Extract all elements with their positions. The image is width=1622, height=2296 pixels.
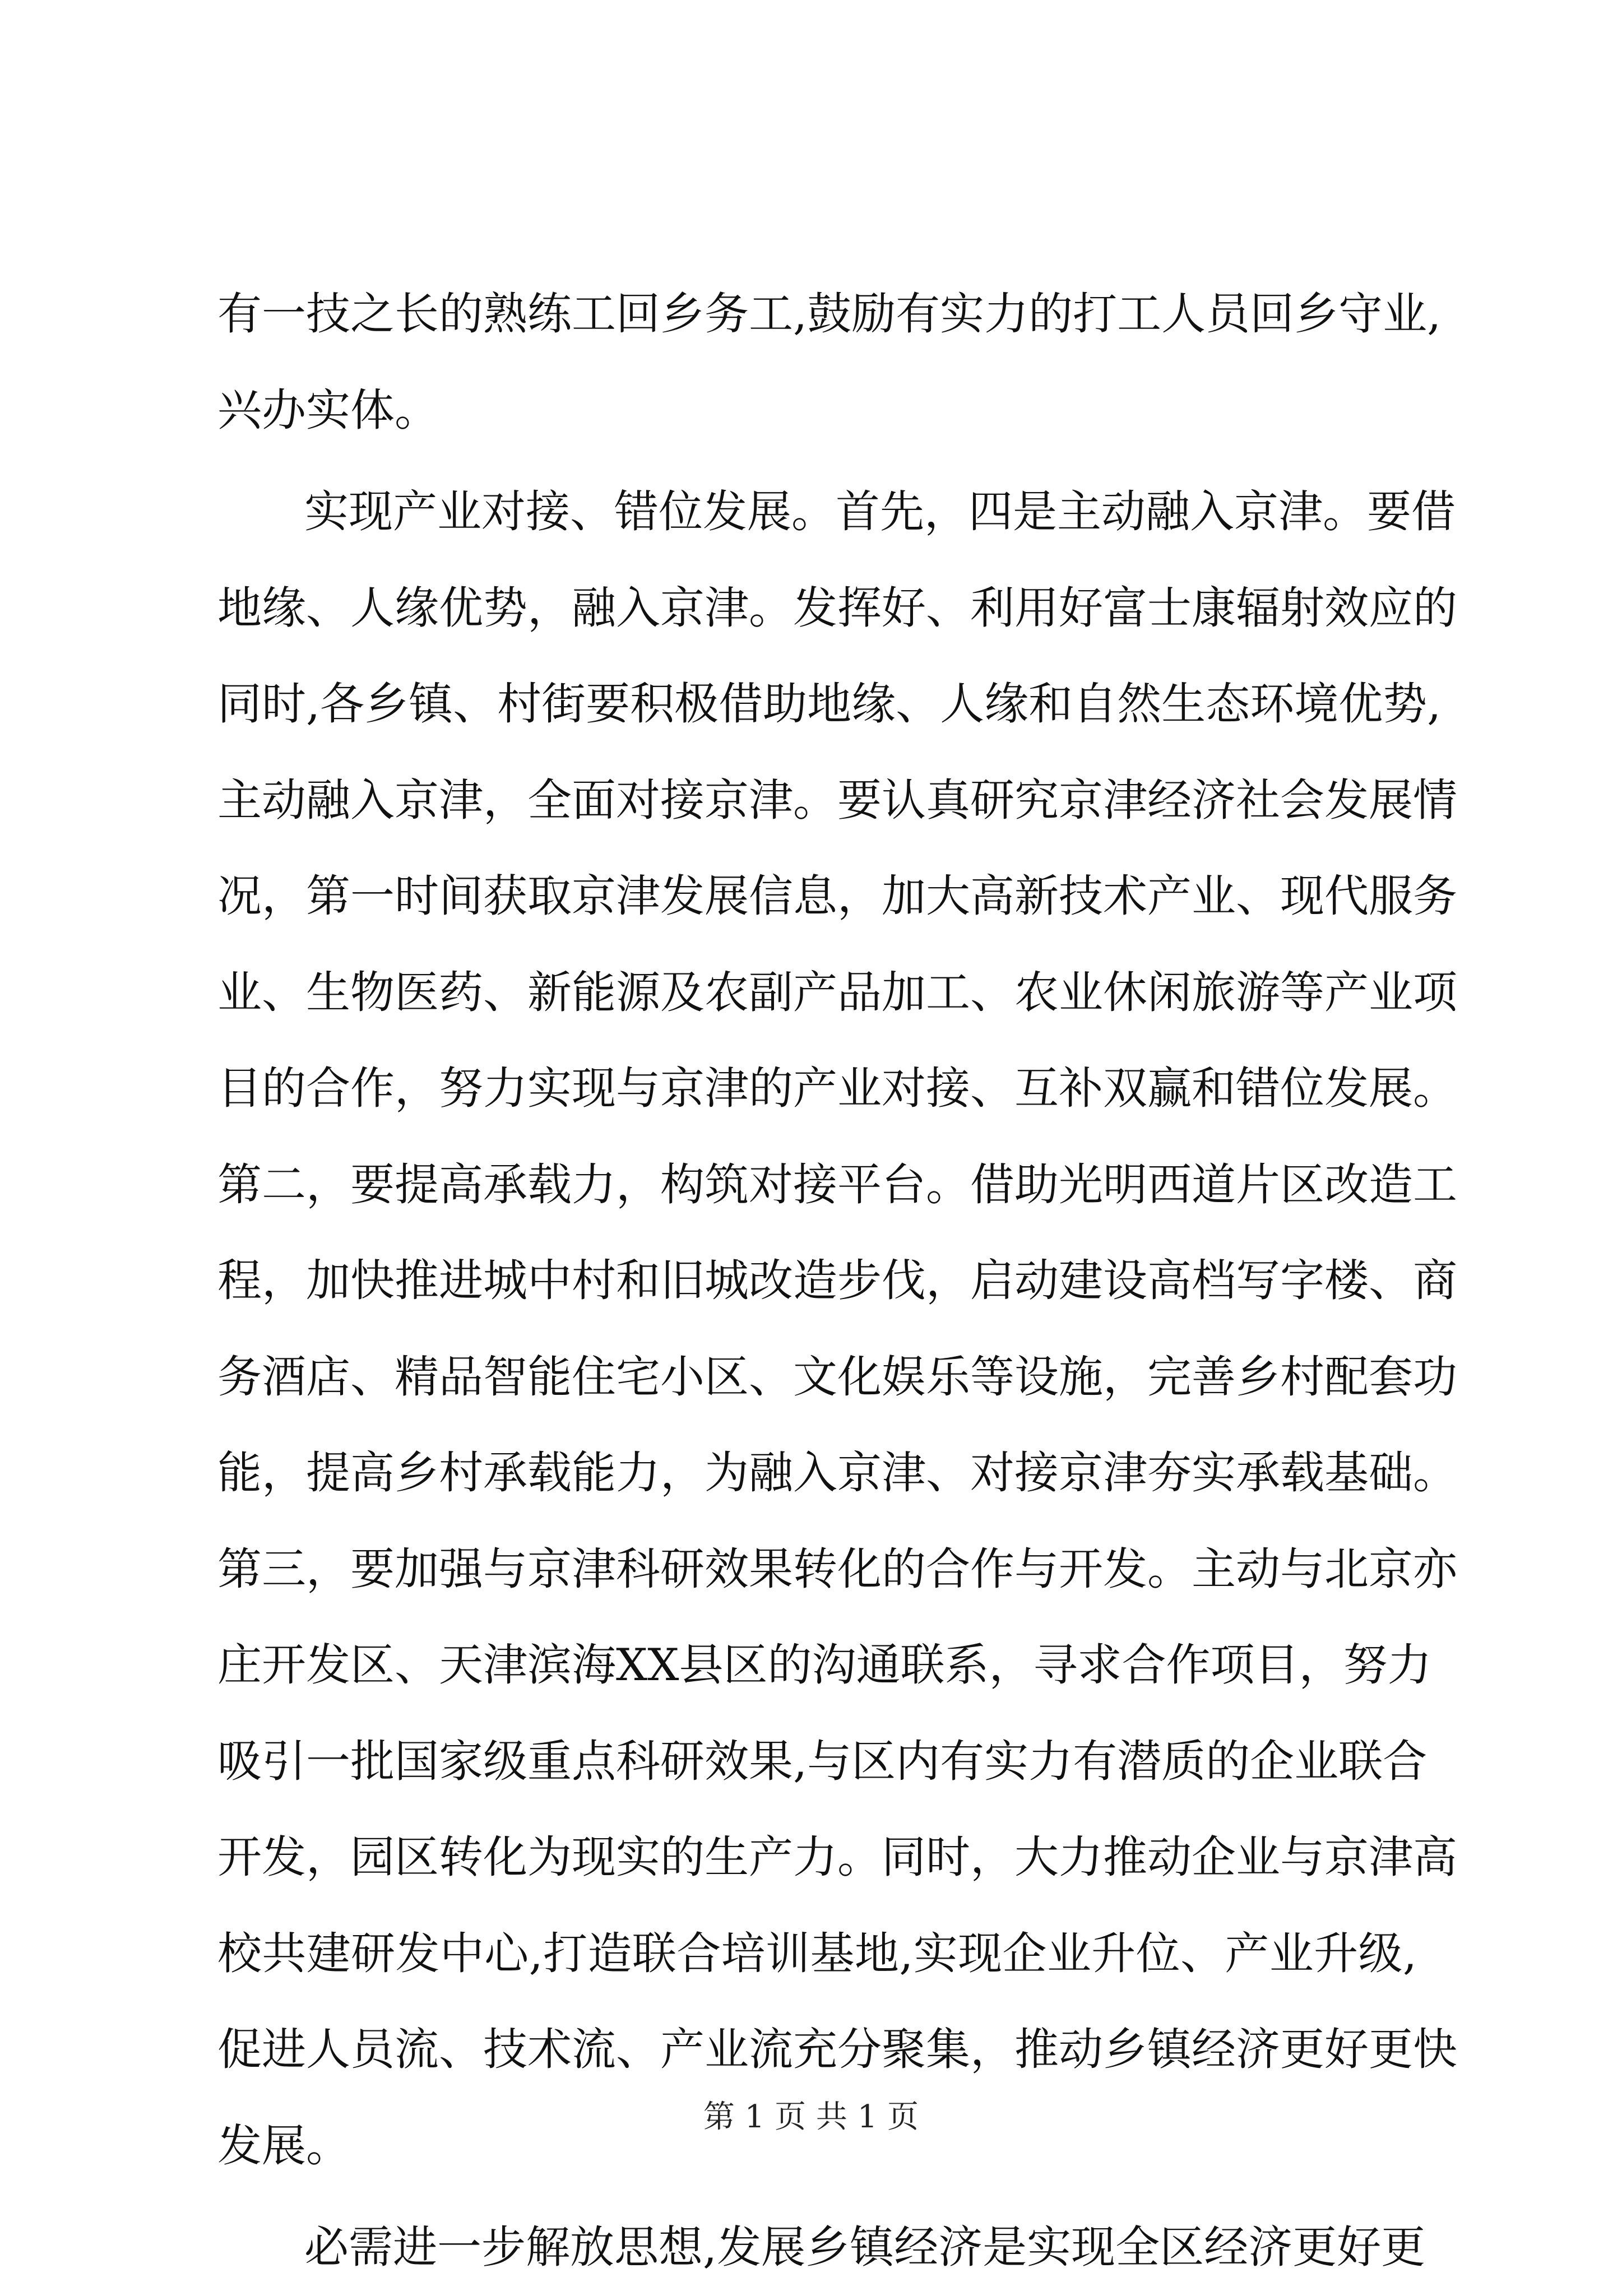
text-line: 目的合作，努力实现与京津的产业对接、互补双赢和错位发展。: [217, 1063, 1457, 1114]
text-line: 地缘、人缘优势，融入京津。发挥好、利用好富士康辐射效应的: [217, 582, 1457, 634]
text-line: 校共建研发中心,打造联合培训基地,实现企业升位、产业升级,: [217, 1927, 1417, 1979]
text-line: 程，加快推进城中村和旧城改造步伐，启动建设高档写字楼、商: [217, 1255, 1457, 1306]
page-footer: 第 1 页 共 1 页: [703, 2099, 919, 2135]
text-line: 有一技之长的熟练工回乡务工,鼓励有实力的打工人员回乡守业,: [217, 288, 1442, 340]
text-line: 况，第一时间获取京津发展信息，加大高新技术产业、现代服务: [217, 870, 1457, 922]
paragraph-start-line: 实现产业对接、错位发展。首先，四是主动融入京津。要借: [304, 486, 1456, 537]
text-line: 业、生物医药、新能源及农副产品加工、农业休闲旅游等产业项: [217, 966, 1457, 1018]
text-line: 开发，园区转化为现实的生产力。同时，大力推动企业与京津高: [217, 1831, 1457, 1883]
text-line: 发展。: [217, 2119, 350, 2172]
text-line: 兴办实体。: [217, 384, 439, 436]
text-line: 主动融入京津，全面对接京津。要认真研究京津经济社会发展情: [217, 774, 1457, 826]
text-line: 第三，要加强与京津科研效果转化的合作与开发。主动与北京亦: [217, 1543, 1457, 1595]
text-line: 庄开发区、天津滨海XX县区的沟通联系，寻求合作项目，努力: [217, 1639, 1432, 1691]
paragraph-start-line: 必需进一步解放思想,发展乡镇经济是实现全区经济更好更: [304, 2221, 1426, 2273]
document-body: [217, 266, 1457, 2296]
text-line: 促进人员流、技术流、产业流充分聚集，推动乡镇经济更好更快: [217, 2024, 1457, 2075]
text-line: 同时,各乡镇、村街要积极借助地缘、人缘和自然生态环境优势,: [217, 678, 1442, 730]
text-line: 第二，要提高承载力，构筑对接平台。借助光明西道片区改造工: [217, 1158, 1457, 1210]
text-line: 吸引一批国家级重点科研效果,与区内有实力有潜质的企业联合: [217, 1735, 1428, 1787]
text-line: 务酒店、精品智能住宅小区、文化娱乐等设施，完善乡村配套功: [217, 1351, 1457, 1403]
text-line: 能，提高乡村承载能力，为融入京津、对接京津夯实承载基础。: [217, 1447, 1457, 1499]
